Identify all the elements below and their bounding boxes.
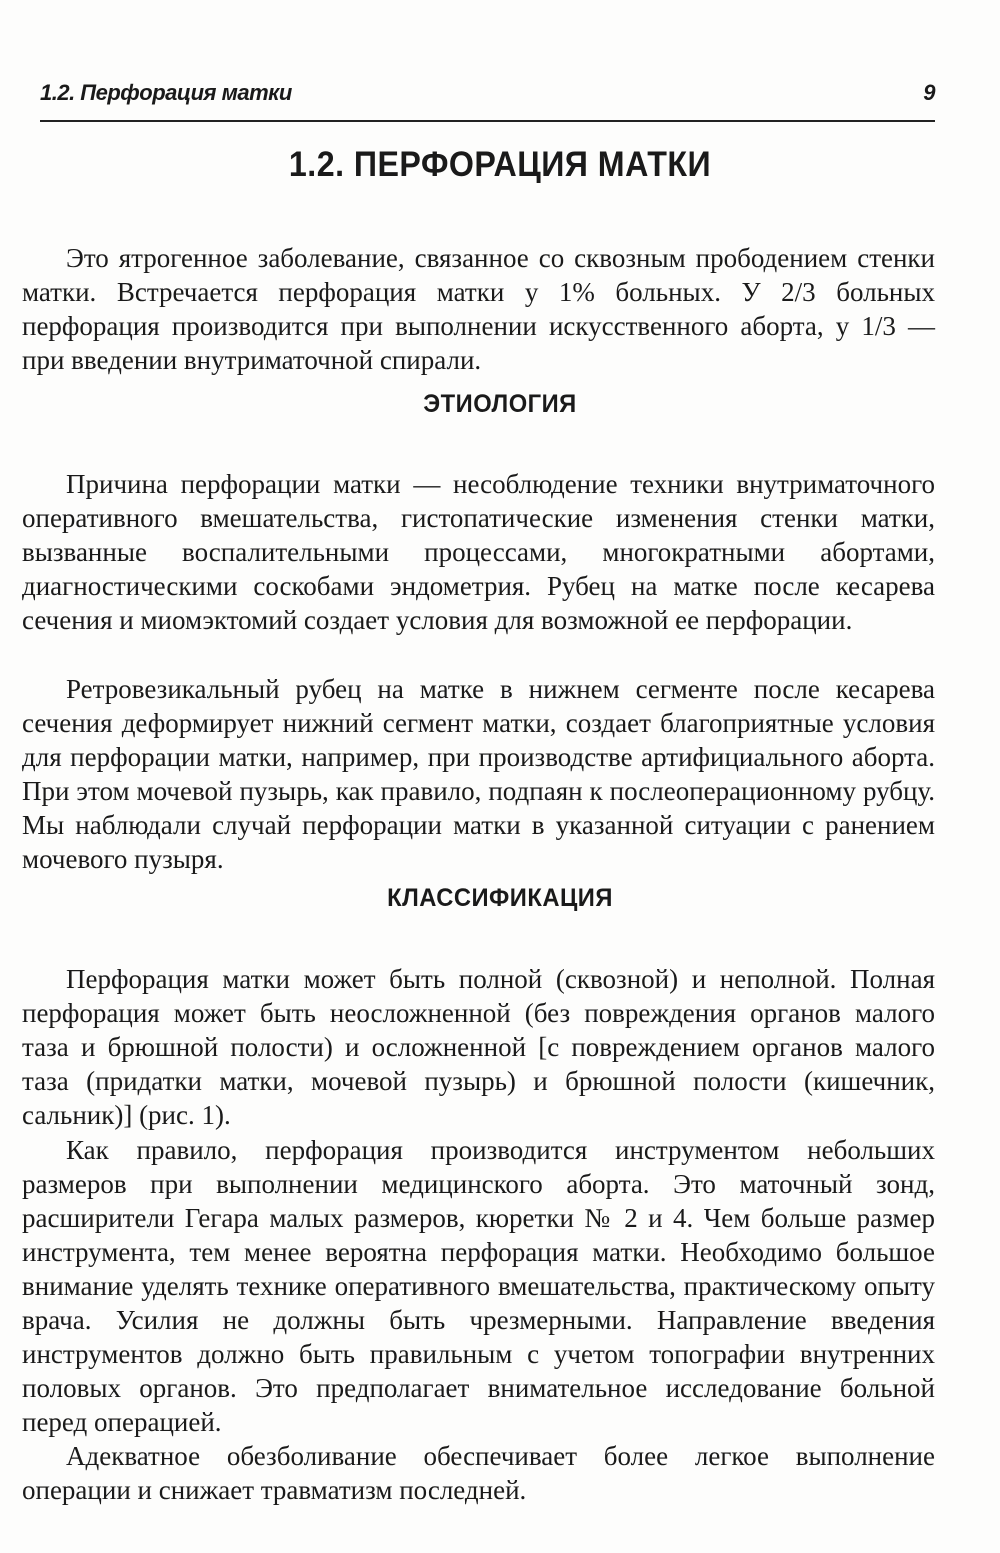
intro-paragraph: Это ятрогенное заболевание, связанное со сквозным прободением стенки матки. Встречается перфорация матки у 1% больных. У 2/3 больных перфорация производится при выполнении искусственного аборта, у 1/3 — при введении внутриматочной спирали. (22, 243, 935, 375)
classification-paragraph-1: Перфорация матки может быть полной (сквозной) и неполной. Полная перфорация может быть неосложненной (без повреждения органов малого таза и брюшной полости) и осложненной [с повреждением органов малого таза (придатки матки, мочевой пузырь) и брюшной полости (кишечник, сальник)] (рис. 1). (22, 964, 935, 1130)
running-head-title: 1.2. Перфорация матки (40, 80, 292, 105)
classification-paragraph-2: Как правило, перфорация производится инструментом небольших размеров при выполнении медицинского аборта. Это маточный зонд, расширители Гегара малых размеров, кюретки № 2 и 4. Чем больше размер инструмента, тем менее вероятна перфорация матки. Необходимо большое внимание уделять технике оперативного вмешательства, практическому опыту врача. Усилия не должны быть чрезмерными. Направление введения инструментов должно быть правильным с учетом топографии внутренних половых органов. Это предполагает внимательное исследование больной перед операцией. (22, 1135, 935, 1437)
classification-heading: КЛАССИФИКАЦИЯ (387, 884, 613, 912)
header-divider (40, 120, 935, 122)
section-title: 1.2. ПЕРФОРАЦИЯ МАТКИ (288, 145, 712, 184)
running-head (40, 74, 935, 114)
page-number: 9 (923, 80, 935, 105)
etiology-paragraph-1: Причина перфорации матки — несоблюдение техники внутриматочного оперативного вмешательства, гистопатические изменения стенки матки, вызванные воспалительными процессами, многократными абортами, диагностическими соскобами эндометрия. Рубец на матке после кесарева сечения и миомэктомий создает условия для возможной ее перфорации. (22, 469, 935, 635)
etiology-paragraph-2: Ретровезикальный рубец на матке в нижнем сегменте после кесарева сечения деформирует нижний сегмент матки, создает благоприятные условия для перфорации матки, например, при производстве артифициального аборта. При этом мочевой пузырь, как правило, подпаян к послеоперационному рубцу. Мы наблюдали случай перфорации матки в указанной ситуации с ранением мочевого пузыря. (22, 674, 935, 874)
etiology-heading: ЭТИОЛОГИЯ (423, 390, 577, 418)
classification-paragraph-3: Адекватное обезболивание обеспечивает более легкое выполнение операции и снижает травматизм последней. (22, 1441, 935, 1505)
